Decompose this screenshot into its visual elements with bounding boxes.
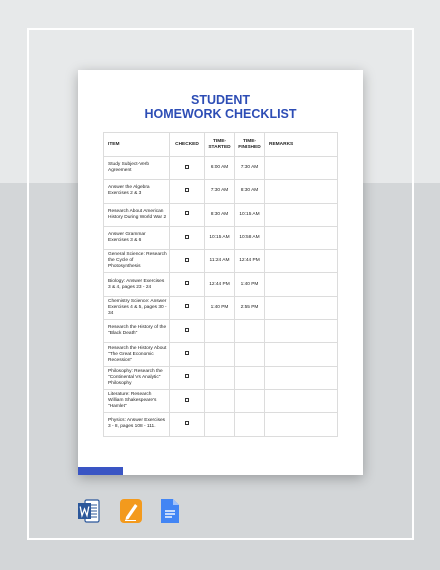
table-row [104,250,338,273]
time-finished-cell [235,366,265,389]
time-started-cell [205,366,235,389]
item-cell: Research About American History During World War 2 [104,203,170,226]
header-checked: CHECKED [170,133,205,157]
item-cell: Research the History About "The Great Economic Recession" [104,343,170,366]
header-remarks: REMARKS [265,133,338,157]
checked-cell [170,203,205,226]
remarks-cell [265,180,338,203]
checked-cell [170,389,205,412]
time-finished-cell [235,389,265,412]
time-started-cell: 8:30 AM [205,203,235,226]
checked-cell [170,413,205,436]
table-row [104,180,338,203]
table-header-row [104,133,338,157]
document-accent-bar [78,467,123,475]
remarks-cell [265,296,338,319]
header-time-finished: TIME-FINISHED [235,133,265,157]
format-icons [78,498,188,524]
checked-cell [170,180,205,203]
remarks-cell [265,343,338,366]
item-cell: Study Subject-Verb Agreement [104,157,170,180]
item-cell: Biology: Answer Exercises 3 & 4, pages 23 - 24 [104,273,170,296]
checkbox[interactable] [185,235,189,239]
table-row [104,413,338,436]
document-preview[interactable] [78,70,363,475]
table-row [104,296,338,319]
checkbox[interactable] [185,211,189,215]
table-row [104,226,338,249]
checkbox[interactable] [185,165,189,169]
remarks-cell [265,203,338,226]
item-cell: Chemistry Science: Answer Exercises 4 & 5, pages 30 - 34 [104,296,170,319]
time-started-cell [205,413,235,436]
checkbox[interactable] [185,281,189,285]
document-title-line1: STUDENT [190,93,251,107]
time-started-cell: 7:30 AM [205,180,235,203]
time-started-cell: 1:40 PM [205,296,235,319]
checkbox[interactable] [185,258,189,262]
checkbox[interactable] [185,351,189,355]
checked-cell [170,226,205,249]
checked-cell [170,296,205,319]
document-title-line2: HOMEWORK CHECKLIST [144,107,297,121]
checkbox[interactable] [185,188,189,192]
checked-cell [170,157,205,180]
remarks-cell [265,226,338,249]
item-cell: General Science: Research the Cycle of Photosynthesis [104,250,170,273]
time-finished-cell: 10:15 AM [235,203,265,226]
remarks-cell [265,389,338,412]
item-cell: Physics: Answer Exercises 3 - 8, pages 108 - 111. [104,413,170,436]
checked-cell [170,366,205,389]
table-row [104,320,338,343]
time-started-cell: 12:44 PM [205,273,235,296]
checklist-table [103,132,338,437]
checkbox[interactable] [185,328,189,332]
header-time-started: TIME-STARTED [205,133,235,157]
time-finished-cell [235,320,265,343]
checked-cell [170,250,205,273]
time-finished-cell: 1:40 PM [235,273,265,296]
pages-icon[interactable] [120,498,142,524]
table-row [104,366,338,389]
time-started-cell: 6:00 AM [205,157,235,180]
time-finished-cell: 10:58 AM [235,226,265,249]
remarks-cell [265,366,338,389]
item-cell: Literature: Research William Shakespeare's "Hamlet" [104,389,170,412]
remarks-cell [265,250,338,273]
item-cell: Research the History of the "Black Death" [104,320,170,343]
time-finished-cell: 8:30 AM [235,180,265,203]
remarks-cell [265,157,338,180]
checkbox[interactable] [185,374,189,378]
remarks-cell [265,413,338,436]
remarks-cell [265,320,338,343]
time-finished-cell [235,413,265,436]
table-row [104,389,338,412]
time-started-cell: 10:15 AM [205,226,235,249]
checked-cell [170,320,205,343]
table-row [104,203,338,226]
item-cell: Answer the Algebra Exercises 2 & 3 [104,180,170,203]
time-finished-cell: 7:30 AM [235,157,265,180]
checked-cell [170,343,205,366]
checkbox[interactable] [185,304,189,308]
time-started-cell [205,343,235,366]
checkbox[interactable] [185,398,189,402]
time-finished-cell [235,343,265,366]
google-docs-icon[interactable] [159,498,181,524]
checkbox[interactable] [185,421,189,425]
time-started-cell: 11:24 AM [205,250,235,273]
checked-cell [170,273,205,296]
remarks-cell [265,273,338,296]
time-started-cell [205,320,235,343]
word-icon[interactable] [78,498,100,524]
item-cell: Philosophy: Research the "Continental Vs Analytic" Philosophy [104,366,170,389]
time-finished-cell: 2:55 PM [235,296,265,319]
table-row [104,343,338,366]
header-item: ITEM [104,133,170,157]
time-finished-cell: 12:44 PM [235,250,265,273]
table-row [104,157,338,180]
table-row [104,273,338,296]
time-started-cell [205,389,235,412]
item-cell: Answer Grammar Exercises 3 & 6 [104,226,170,249]
